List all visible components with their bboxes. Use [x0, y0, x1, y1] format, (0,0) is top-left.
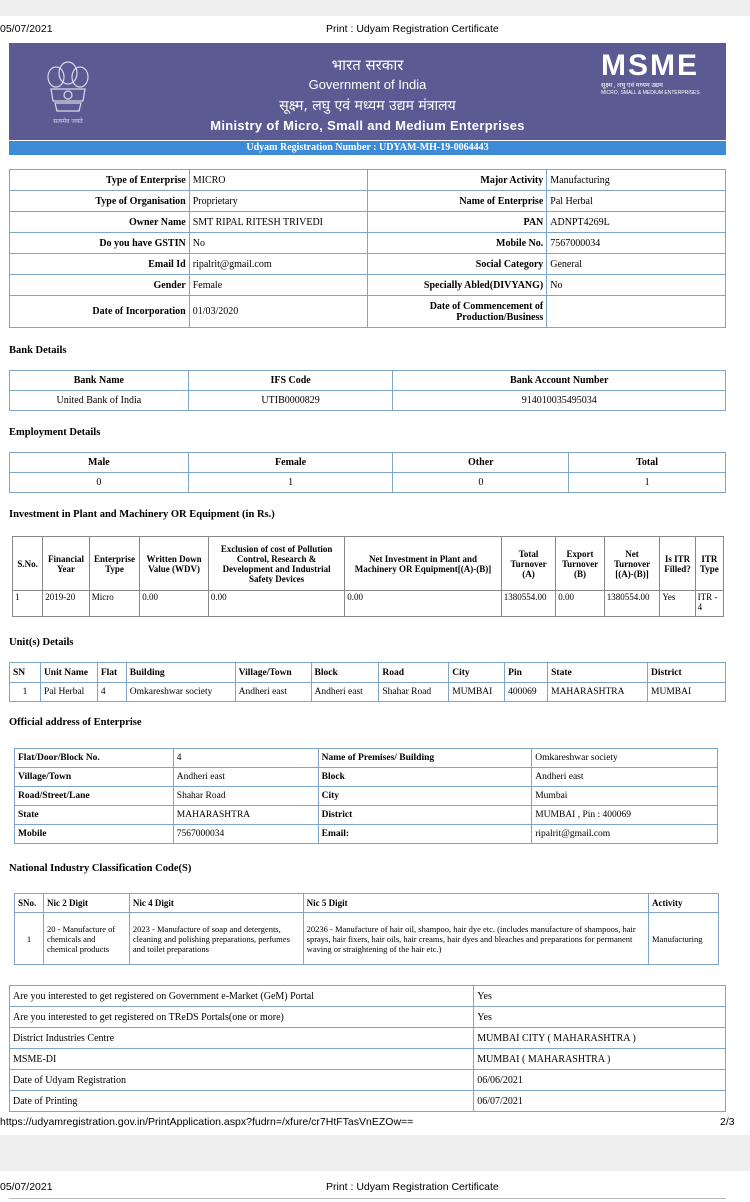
column-header: Pin — [505, 663, 548, 683]
table-row — [10, 254, 726, 275]
address-value: 4 — [173, 749, 318, 768]
cell: 400069 — [505, 683, 548, 702]
info-value: No — [547, 275, 726, 296]
column-header: Building — [126, 663, 235, 683]
column-header: Village/Town — [235, 663, 311, 683]
column-header: Total — [569, 453, 726, 473]
investment-table — [12, 536, 724, 617]
misc-label: District Industries Centre — [10, 1028, 474, 1049]
column-header: Written Down Value (WDV) — [140, 537, 209, 591]
misc-value: MUMBAI ( MAHARASHTRA ) — [474, 1049, 726, 1070]
table-row — [15, 894, 719, 913]
bank-name: United Bank of India — [10, 391, 189, 411]
hindi-ministry: सूक्ष्म, लघु एवं मध्यम उद्यम मंत्रालय — [279, 98, 456, 114]
cell: 1 — [10, 683, 41, 702]
column-header: Nic 2 Digit — [43, 894, 129, 913]
info-value: Proprietary — [189, 191, 368, 212]
column-header: Net Turnover [(A)-(B)] — [604, 537, 660, 591]
table-row — [15, 787, 718, 806]
column-header: Bank Account Number — [393, 371, 726, 391]
other-count: 0 — [393, 473, 569, 493]
table-row — [15, 768, 718, 787]
address-value: MAHARASHTRA — [173, 806, 318, 825]
table-row — [10, 1091, 726, 1112]
misc-value: Yes — [474, 986, 726, 1007]
misc-value: Yes — [474, 1007, 726, 1028]
column-header: IFS Code — [188, 371, 393, 391]
total-count: 1 — [569, 473, 726, 493]
cell: Yes — [660, 591, 695, 617]
column-header: City — [449, 663, 505, 683]
table-row — [10, 473, 726, 493]
column-header: Activity — [649, 894, 719, 913]
table-row — [15, 749, 718, 768]
info-label: Gender — [10, 275, 190, 296]
info-label: Do you have GSTIN — [10, 233, 190, 254]
misc-value: 06/07/2021 — [474, 1091, 726, 1112]
cell: Andheri east — [311, 683, 379, 702]
column-header: Enterprise Type — [89, 537, 139, 591]
cell: 0.00 — [345, 591, 502, 617]
table-row — [15, 825, 718, 844]
info-label: Email Id — [10, 254, 190, 275]
misc-label: Date of Udyam Registration — [10, 1070, 474, 1091]
info-label: Date of Incorporation — [10, 296, 190, 328]
address-label: City — [318, 787, 532, 806]
employment-table — [9, 452, 726, 493]
msme-logo-sub: MICRO, SMALL & MEDIUM ENTERPRISES — [601, 90, 700, 96]
enterprise-info-table — [9, 169, 726, 328]
address-label: Flat/Door/Block No. — [15, 749, 174, 768]
table-row — [10, 391, 726, 411]
cell: MUMBAI — [449, 683, 505, 702]
column-header: Is ITR Filled? — [660, 537, 695, 591]
nic-title: National Industry Classification Code(S) — [9, 863, 192, 874]
emblem-caption: सत्यमेव जयते — [53, 118, 83, 125]
table-row — [10, 453, 726, 473]
column-header: District — [648, 663, 726, 683]
print-title: Print : Udyam Registration Certificate — [326, 1181, 499, 1193]
page-gap-top — [0, 0, 750, 16]
column-header: SNo. — [15, 894, 44, 913]
address-label: Email: — [318, 825, 532, 844]
info-value — [547, 296, 726, 328]
address-value: MUMBAI , Pin : 400069 — [532, 806, 718, 825]
info-label: Owner Name — [10, 212, 190, 233]
ministry-name: Ministry of Micro, Small and Medium Enterprises — [210, 118, 525, 133]
column-header: Exclusion of cost of Pollution Control, Research & Development and Industrial Safety Devices — [208, 537, 344, 591]
cell: 0.00 — [556, 591, 604, 617]
table-row — [10, 275, 726, 296]
table-row — [10, 170, 726, 191]
column-header: ITR Type — [695, 537, 723, 591]
account-number: 914010035495034 — [393, 391, 726, 411]
misc-value: 06/06/2021 — [474, 1070, 726, 1091]
info-value: 7567000034 — [547, 233, 726, 254]
column-header: Nic 5 Digit — [303, 894, 648, 913]
cell: Omkareshwar society — [126, 683, 235, 702]
address-label: Road/Street/Lane — [15, 787, 174, 806]
column-header: Male — [10, 453, 189, 473]
cell: Micro — [89, 591, 139, 617]
address-label: Name of Premises/ Building — [318, 749, 532, 768]
cell: 4 — [97, 683, 126, 702]
table-row — [15, 913, 719, 965]
info-label: Major Activity — [368, 170, 547, 191]
male-count: 0 — [10, 473, 189, 493]
table-row — [10, 683, 726, 702]
info-value: No — [189, 233, 368, 254]
address-label: Block — [318, 768, 532, 787]
cell: ITR - 4 — [695, 591, 723, 617]
ifs-code: UTIB0000829 — [188, 391, 393, 411]
units-title: Unit(s) Details — [9, 637, 74, 648]
misc-label: Are you interested to get registered on Government e-Market (GeM) Portal — [10, 986, 474, 1007]
cell: 20 - Manufacture of chemicals and chemical products — [43, 913, 129, 965]
cell: 1 — [15, 913, 44, 965]
info-label: Specially Abled(DIVYANG) — [368, 275, 547, 296]
address-value: 7567000034 — [173, 825, 318, 844]
info-label: Social Category — [368, 254, 547, 275]
bank-details-title: Bank Details — [9, 345, 67, 356]
table-row — [10, 371, 726, 391]
address-value: ripalrit@gmail.com — [532, 825, 718, 844]
table-row — [10, 233, 726, 254]
msme-logo-text: MSME — [601, 49, 699, 82]
info-label: Type of Enterprise — [10, 170, 190, 191]
address-label: State — [15, 806, 174, 825]
info-label: Name of Enterprise — [368, 191, 547, 212]
table-row — [13, 537, 724, 591]
cell: 2023 - Manufacture of soap and detergents, cleaning and polishing preparations, perfumes and toilet preparations — [129, 913, 303, 965]
table-row — [10, 986, 726, 1007]
cell: 0.00 — [140, 591, 209, 617]
info-value: Manufacturing — [547, 170, 726, 191]
hindi-government: भारत सरकार — [331, 56, 404, 74]
info-value: SMT RIPAL RITESH TRIVEDI — [189, 212, 368, 233]
table-row — [10, 1028, 726, 1049]
units-table — [9, 662, 726, 702]
table-row — [15, 806, 718, 825]
print-title: Print : Udyam Registration Certificate — [326, 23, 499, 35]
nic-table — [14, 893, 719, 965]
investment-title: Investment in Plant and Machinery OR Equipment (in Rs.) — [9, 509, 275, 520]
column-header: Road — [379, 663, 449, 683]
address-label: Mobile — [15, 825, 174, 844]
column-header: Unit Name — [40, 663, 97, 683]
page-number: 2/3 — [720, 1116, 735, 1128]
female-count: 1 — [188, 473, 393, 493]
column-header: S.No. — [13, 537, 43, 591]
employment-details-title: Employment Details — [9, 427, 101, 438]
table-row — [10, 1049, 726, 1070]
cell: 1380554.00 — [501, 591, 556, 617]
address-table — [14, 748, 718, 844]
info-value: General — [547, 254, 726, 275]
info-value: ADNPT4269L — [547, 212, 726, 233]
table-row — [10, 296, 726, 328]
column-header: Nic 4 Digit — [129, 894, 303, 913]
column-header: Female — [188, 453, 393, 473]
address-value: Omkareshwar society — [532, 749, 718, 768]
msme-logo — [601, 51, 719, 101]
info-value: MICRO — [189, 170, 368, 191]
info-value: 01/03/2020 — [189, 296, 368, 328]
misc-table — [9, 985, 726, 1112]
misc-value: MUMBAI CITY ( MAHARASHTRA ) — [474, 1028, 726, 1049]
cell: Andheri east — [235, 683, 311, 702]
page-gap — [0, 1135, 750, 1171]
cell: MAHARASHTRA — [548, 683, 648, 702]
misc-label: Are you interested to get registered on TReDS Portals(one or more) — [10, 1007, 474, 1028]
column-header: State — [548, 663, 648, 683]
cell: 0.00 — [208, 591, 344, 617]
bank-table — [9, 370, 726, 411]
info-value: ripalrit@gmail.com — [189, 254, 368, 275]
column-header: SN — [10, 663, 41, 683]
table-row — [10, 663, 726, 683]
registration-number: Udyam Registration Number : UDYAM-MH-19-0064443 — [9, 141, 726, 155]
column-header: Bank Name — [10, 371, 189, 391]
ministry-banner — [9, 43, 726, 140]
address-value: Mumbai — [532, 787, 718, 806]
table-row — [10, 1070, 726, 1091]
column-header: Net Investment in Plant and Machinery OR Equipment[(A)-(B)] — [345, 537, 502, 591]
cell: 2019-20 — [43, 591, 89, 617]
cell: 1380554.00 — [604, 591, 660, 617]
column-header: Other — [393, 453, 569, 473]
info-label: Mobile No. — [368, 233, 547, 254]
address-value: Andheri east — [532, 768, 718, 787]
print-date: 05/07/2021 — [0, 23, 53, 35]
cell: 20236 - Manufacture of hair oil, shampoo, hair dye etc. (includes manufacture of shampoos, hair sprays, hair fixers, hair oils, hair creams, hair dyes and bleaches and preparations for permanent waving or straightening of the hair etc.) — [303, 913, 648, 965]
misc-label: Date of Printing — [10, 1091, 474, 1112]
info-label: PAN — [368, 212, 547, 233]
print-date: 05/07/2021 — [0, 1181, 53, 1193]
column-header: Financial Year — [43, 537, 89, 591]
address-label: District — [318, 806, 532, 825]
info-label: Type of Organisation — [10, 191, 190, 212]
cell: 1 — [13, 591, 43, 617]
address-label: Village/Town — [15, 768, 174, 787]
cell: MUMBAI — [648, 683, 726, 702]
table-row — [10, 1007, 726, 1028]
msme-logo-hindi: सूक्ष्म , लघु एवं मध्यम उद्यम — [601, 82, 663, 89]
column-header: Export Turnover (B) — [556, 537, 604, 591]
table-row — [10, 191, 726, 212]
table-row — [10, 212, 726, 233]
column-header: Flat — [97, 663, 126, 683]
cell: Shahar Road — [379, 683, 449, 702]
info-label: Date of Commencement of Production/Business — [368, 296, 547, 328]
column-header: Block — [311, 663, 379, 683]
address-value: Shahar Road — [173, 787, 318, 806]
column-header: Total Turnover (A) — [501, 537, 556, 591]
table-row — [13, 591, 724, 617]
address-title: Official address of Enterprise — [9, 717, 142, 728]
info-value: Female — [189, 275, 368, 296]
info-value: Pal Herbal — [547, 191, 726, 212]
government-of-india: Government of India — [308, 77, 427, 92]
cell: Pal Herbal — [40, 683, 97, 702]
divider — [9, 1198, 726, 1199]
address-value: Andheri east — [173, 768, 318, 787]
misc-label: MSME-DI — [10, 1049, 474, 1070]
cell: Manufacturing — [649, 913, 719, 965]
footer-url[interactable]: https://udyamregistration.gov.in/PrintApplication.aspx?fudrn=/xfure/cr7HtFTasVnEZOw== — [0, 1116, 414, 1128]
